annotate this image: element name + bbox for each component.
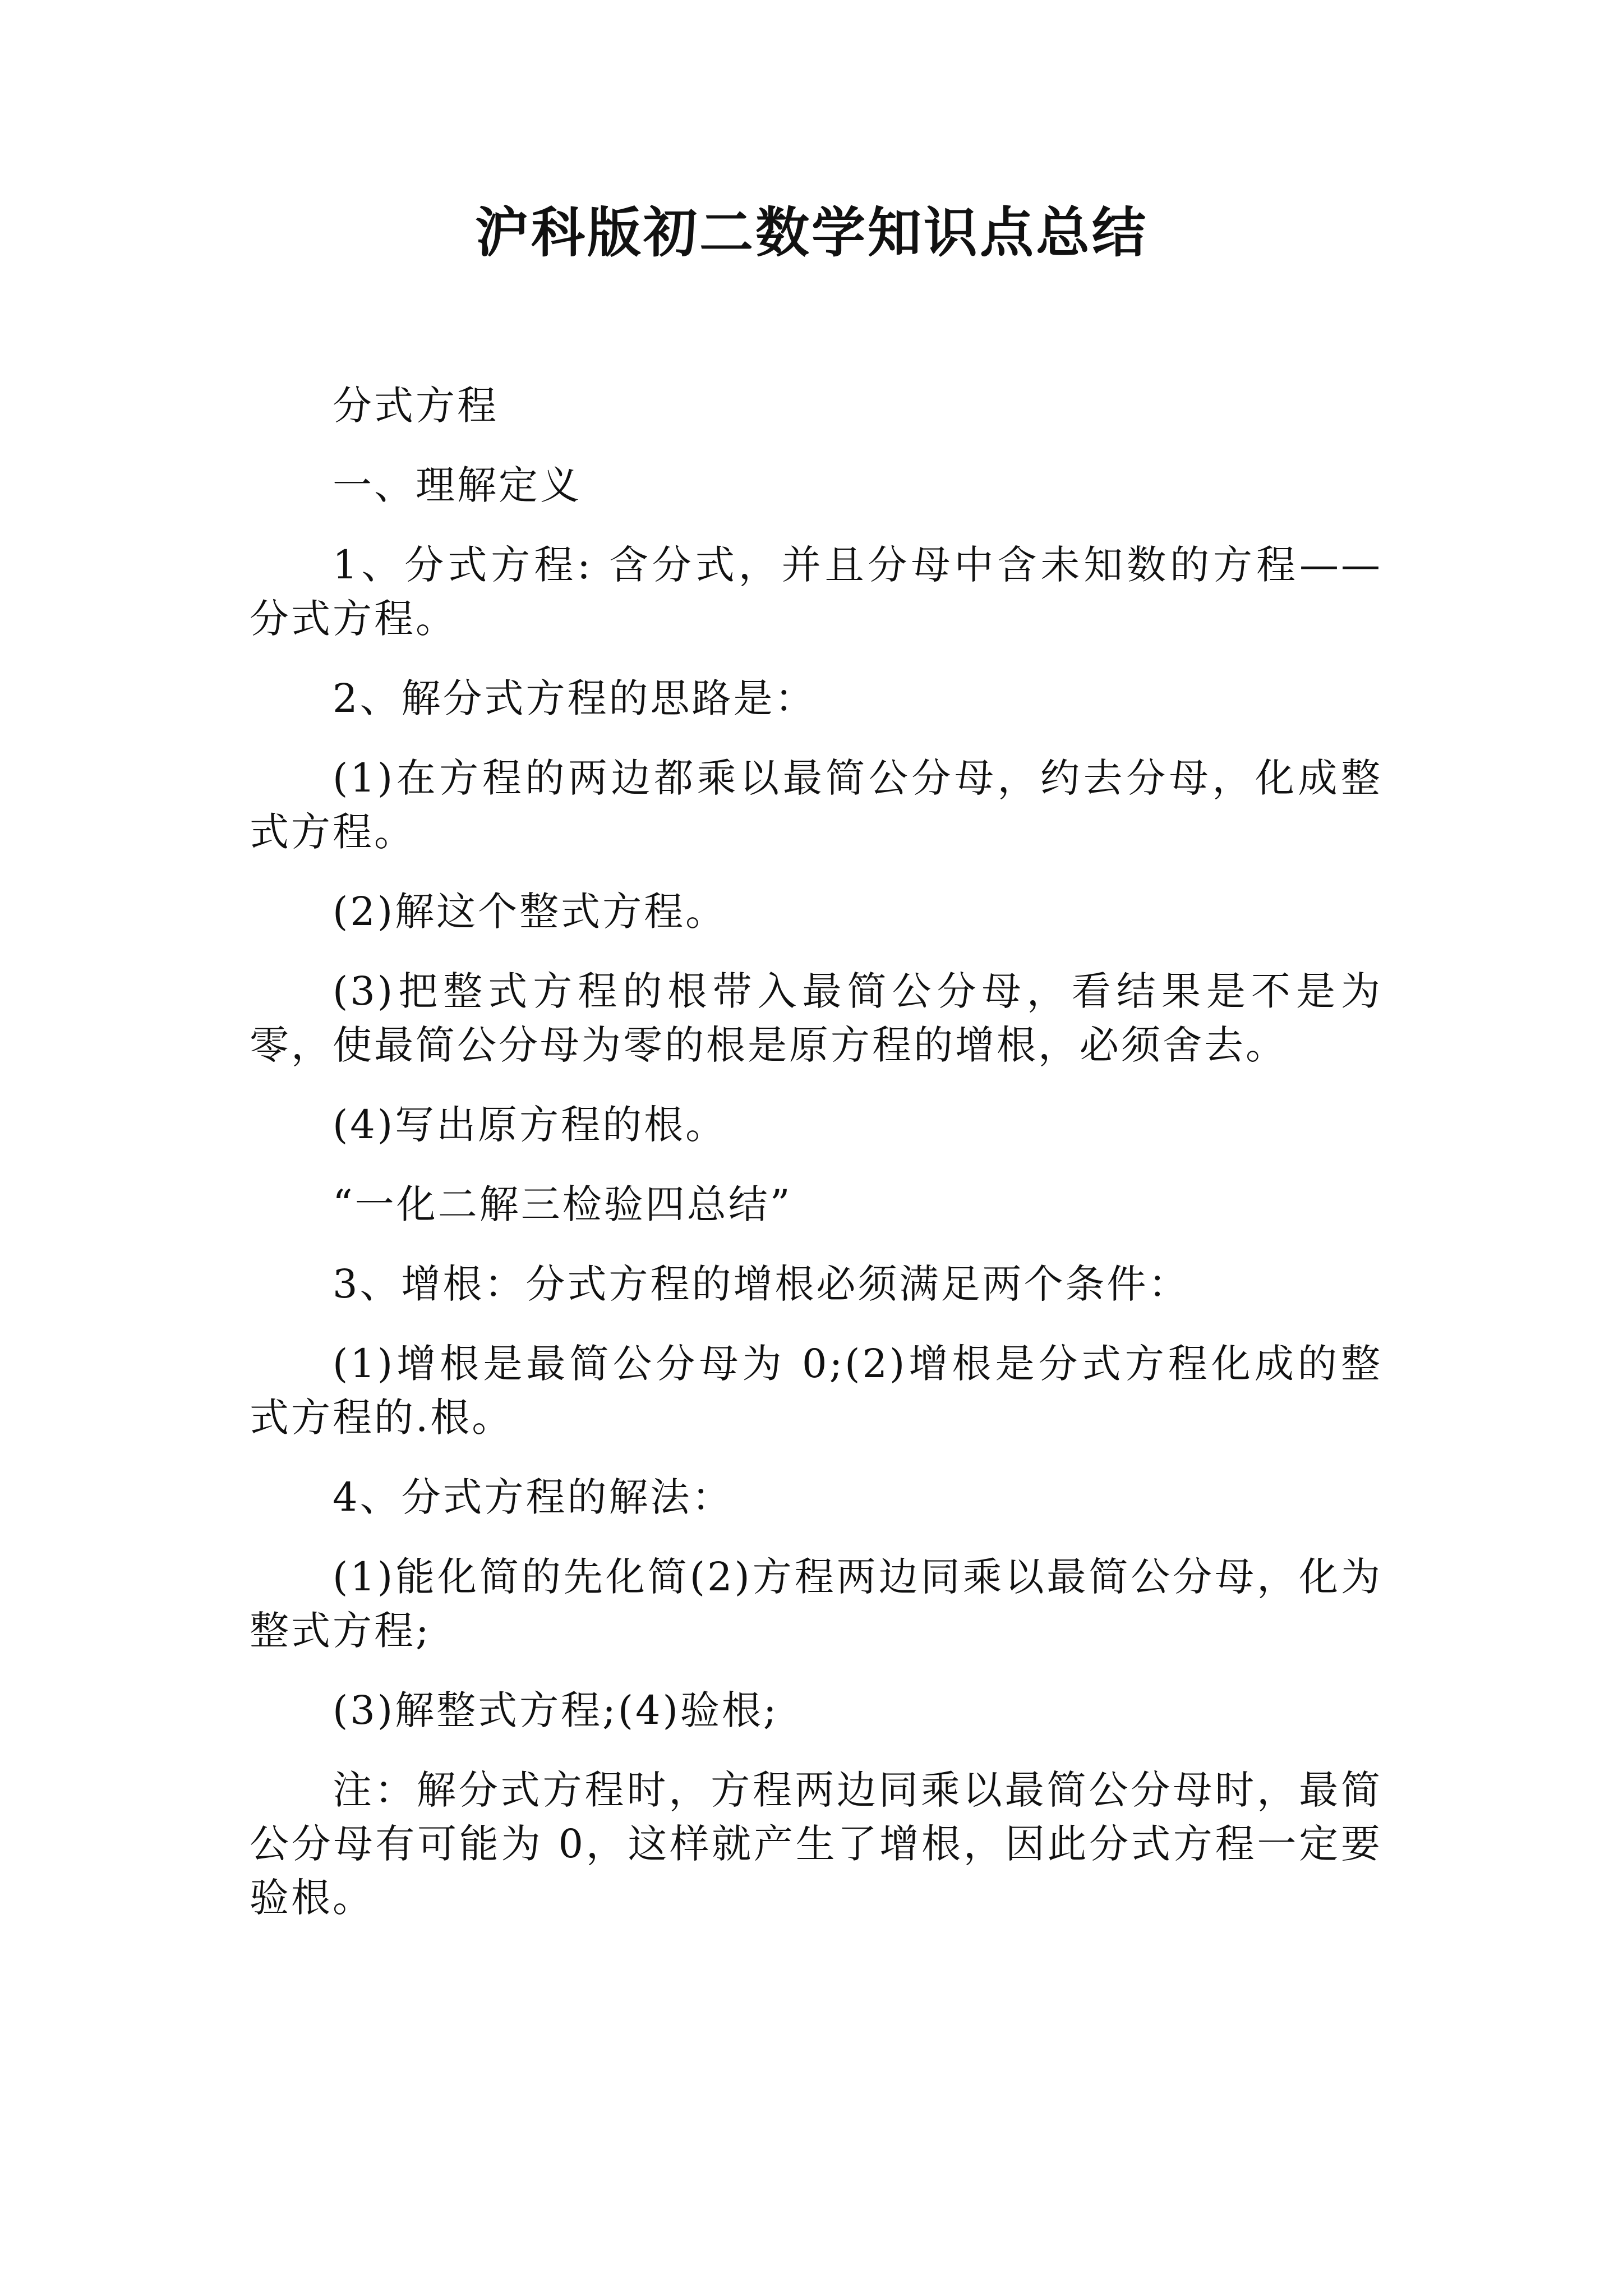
document-body bbox=[250, 379, 1382, 1950]
section-heading: 分式方程 bbox=[333, 383, 499, 429]
list-item: (3)解整式方程;(4)验根; bbox=[333, 1687, 779, 1733]
subsection-heading: 一、理解定义 bbox=[333, 462, 582, 508]
list-item: (2)解这个整式方程。 bbox=[333, 889, 727, 935]
list-item: (3)把整式方程的根带入最简公分母，看结果是不是为零，使最简公分母为零的根是原方程的增根，必须舍去。 bbox=[250, 968, 1382, 1068]
note-paragraph: 注：解分式方程时，方程两边同乘以最简公分母时，最简公分母有可能为 0，这样就产生了增根，因此分式方程一定要验根。 bbox=[250, 1767, 1382, 1921]
list-item: (1)增根是最简公分母为 0;(2)增根是分式方程化成的整式方程的.根。 bbox=[250, 1341, 1382, 1441]
paragraph: 2、解分式方程的思路是： bbox=[333, 675, 817, 721]
quote-line: “一化二解三检验四总结” bbox=[333, 1181, 792, 1227]
list-item: (1)在方程的两边都乘以最简公分母，约去分母，化成整式方程。 bbox=[250, 755, 1382, 855]
list-item: (4)写出原方程的根。 bbox=[333, 1102, 727, 1148]
paragraph: 4、分式方程的解法： bbox=[333, 1474, 734, 1520]
list-item: (1)能化简的先化简(2)方程两边同乘以最简公分母，化为整式方程; bbox=[250, 1554, 1382, 1654]
paragraph: 1、分式方程: 含分式，并且分母中含未知数的方程——分式方程。 bbox=[250, 542, 1382, 642]
paragraph: 3、增根：分式方程的增根必须满足两个条件： bbox=[333, 1261, 1190, 1307]
document-title: 沪科版初二数学知识点总结 bbox=[475, 201, 1148, 264]
